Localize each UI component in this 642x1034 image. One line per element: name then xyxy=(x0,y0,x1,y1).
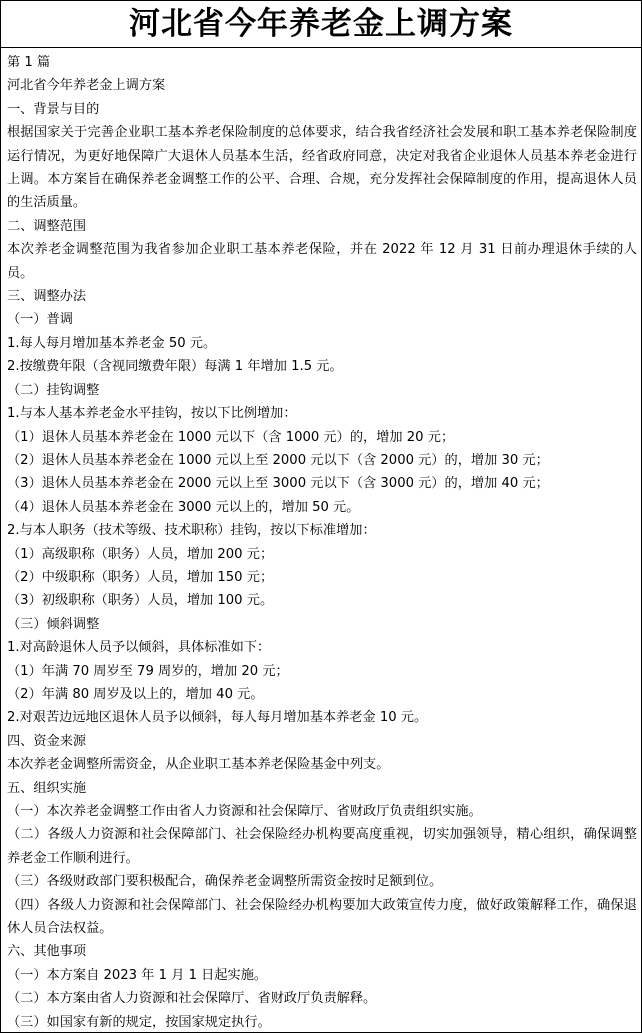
text-line: 2.按缴费年限（含视同缴费年限）每满 1 年增加 1.5 元。 xyxy=(7,359,343,375)
paragraph: 根据国家关于完善企业职工基本养老保险制度的总体要求，结合我省经济社会发展和职工基本养老保险制度运行情况，为更好地保障广大退休人员基本生活，经省政府同意，决定对我省企业退休人员基本养老金进行上调。本方案旨在确保养老金调整工作的公平、合理、合规，充分发挥社会保障制度的作用，提高退休人员的生活质量。 xyxy=(7,125,637,211)
text-line: （二）挂钩调整 xyxy=(7,382,100,398)
text-line: 2.与本人职务（技术等级、技术职称）挂钩，按以下标准增加： xyxy=(7,523,376,539)
text-line: 1.对高龄退休人员予以倾斜，具体标准如下： xyxy=(7,640,271,656)
text-line: 三、调整办法 xyxy=(7,289,87,305)
text-line: （4）退休人员基本养老金在 3000 元以上的，增加 50 元。 xyxy=(7,499,360,515)
text-line: （一）普调 xyxy=(7,312,73,328)
text-line: （2）中级职称（职务）人员，增加 150 元； xyxy=(7,569,274,585)
text-line: （2）年满 80 周岁及以上的，增加 40 元。 xyxy=(7,686,264,702)
text-line: （1）年满 70 周岁至 79 周岁的，增加 20 元； xyxy=(7,663,289,679)
text-line: 1.与本人基本养老金水平挂钩，按以下比例增加： xyxy=(7,406,297,422)
text-line: （一）本方案自 2023 年 1 月 1 日起实施。 xyxy=(7,967,268,983)
text-line: （一）本次养老金调整工作由省人力资源和社会保障厅、省财政厅负责组织实施。 xyxy=(7,804,482,819)
text-line: （三）倾斜调整 xyxy=(7,616,100,632)
text-line: 五、组织实施 xyxy=(7,780,87,796)
text-line: 2.对艰苦边远地区退休人员予以倾斜，每人每月增加基本养老金 10 元。 xyxy=(7,710,428,726)
text-line: 河北省今年养老金上调方案 xyxy=(7,78,166,94)
text-line: 第 1 篇 xyxy=(7,55,51,70)
text-line: 二、调整范围 xyxy=(7,218,87,234)
paragraph: （二）各级人力资源和社会保障部门、社会保险经办机构要高度重视，切实加强领导，精心组织，确保调整养老金工作顺利进行。 xyxy=(7,827,637,866)
paragraph: 本次养老金调整范围为我省参加企业职工基本养老保险，并在 2022 年 12 月 31 日前办理退休手续的人员。 xyxy=(7,242,637,281)
text-line: （三）各级财政部门要积极配合，确保养老金调整所需资金按时足额到位。 xyxy=(7,874,443,890)
text-line: （三）如国家有新的规定，按国家规定执行。 xyxy=(7,1014,271,1030)
text-line: （3）退休人员基本养老金在 2000 元以上至 3000 元以下（含 3000 元）的，增加 40 元； xyxy=(7,476,549,492)
title-row xyxy=(1,1,641,48)
text-line: （2）退休人员基本养老金在 1000 元以上至 2000 元以下（含 2000 元）的，增加 30 元； xyxy=(7,452,549,468)
text-line: （二）本方案由省人力资源和社会保障厅、省财政厅负责解释。 xyxy=(7,991,377,1007)
text-line: 一、背景与目的 xyxy=(7,101,100,117)
text-line: （3）初级职称（职务）人员，增加 100 元。 xyxy=(7,593,274,609)
document-body xyxy=(1,48,641,1034)
text-line: （1）高级职称（职务）人员，增加 200 元； xyxy=(7,546,274,562)
text-line: 四、资金来源 xyxy=(7,733,87,749)
text-line: 本次养老金调整所需资金，从企业职工基本养老保险基金中列支。 xyxy=(7,757,390,773)
text-line: （1）退休人员基本养老金在 1000 元以下（含 1000 元）的，增加 20 元； xyxy=(7,429,455,445)
text-line: 1.每人每月增加基本养老金 50 元。 xyxy=(7,335,217,351)
text-line: 六、其他事项 xyxy=(7,944,87,960)
paragraph: （四）各级人力资源和社会保障部门、社会保险经办机构要加大政策宣传力度，做好政策解释工作，确保退休人员合法权益。 xyxy=(7,897,637,937)
document-title: 河北省今年养老金上调方案 xyxy=(129,6,513,42)
